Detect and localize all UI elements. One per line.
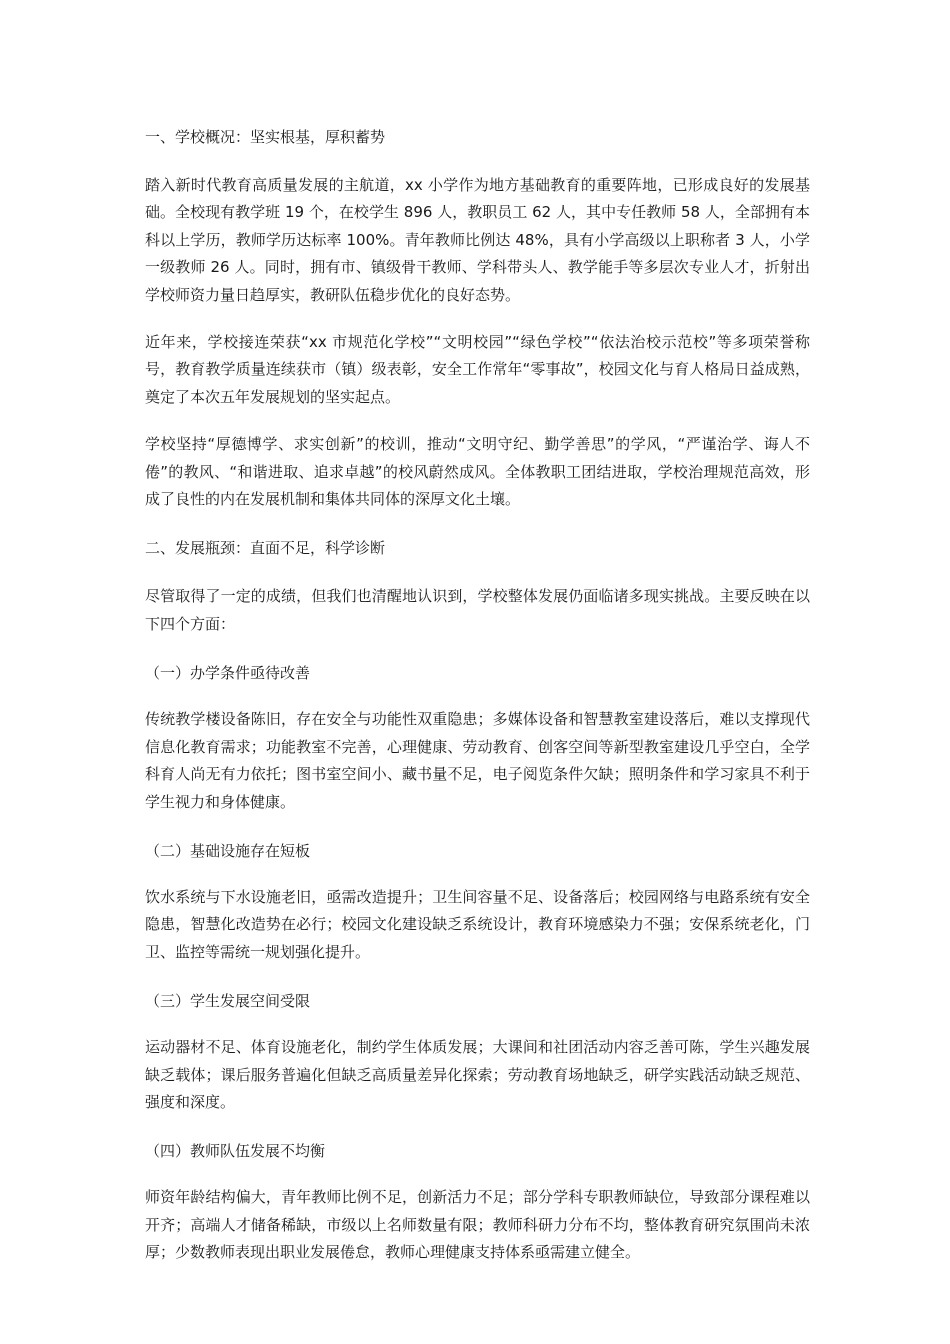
subsection-4-text: 师资年龄结构偏大，青年教师比例不足，创新活力不足；部分学科专职教师缺位，导致部分课程难以开齐；高端人才储备稀缺，市级以上名师数量有限；教师科研力分布不均，整体教育研究氛围尚未浓厚；少数教师表现出职业发展倦怠，教师心理健康支持体系亟需建立健全。: [145, 1188, 810, 1262]
section-2-heading: 二、发展瓶颈：直面不足，科学诊断: [145, 539, 386, 558]
subsection-3-text: 运动器材不足、体育设施老化，制约学生体质发展；大课间和社团活动内容乏善可陈，学生兴趣发展缺乏载体；课后服务普遍化但缺乏高质量差异化探索；劳动教育场地缺乏，研学实践活动缺乏规范、强度和深度。: [145, 1038, 810, 1111]
subsection-2-text: 饮水系统与下水设施老旧，亟需改造提升；卫生间容量不足、设备落后；校园网络与电路系统有安全隐患，智慧化改造势在必行；校园文化建设缺乏系统设计，教育环境感染力不强；安保系统老化，门卫、监控等需统一规划强化提升。: [145, 887, 810, 961]
section-1-paragraph-3: 学校坚持“厚德博学、求实创新”的校训，推动“文明守纪、勤学善思”的学风，“严谨治学、诲人不倦”的教风、“和谐进取、追求卓越”的校风蔚然成风。全体教职工团结进取，学校治理规范高效，形成了良性的内在发展机制和集体共同体的深厚文化土壤。: [145, 435, 810, 509]
section-1-heading: 一、学校概况：坚实根基，厚积蓄势: [145, 128, 386, 146]
subsection-3-heading: （三）学生发展空间受限: [145, 992, 311, 1011]
section-1-paragraph-1: 踏入新时代教育高质量发展的主航道，xx 小学作为地方基础教育的重要阵地，已形成良好的发展基础。全校现有教学班 19 个，在校学生 896 人，教职员工 62 人，其中专任教师 58 人，全部拥有本科以上学历，教师学历达标率 100%。青年教师比例达 48%，具有小学高级以上职称者 3 人，小学一级教师 26 人。同时，拥有市、镇级骨干教师、学科带头人、教学能手等多层次专业人才，折射出学校师资力量日趋厚实，教研队伍稳步优化的良好态势。: [145, 176, 810, 304]
document-page: [145, 122, 810, 1287]
subsection-4-heading: （四）教师队伍发展不均衡: [145, 1142, 326, 1161]
subsection-1-heading: （一）办学条件亟待改善: [145, 664, 311, 683]
section-1-paragraph-2: 近年来，学校接连荣获“xx 市规范化学校”“文明校园”“绿色学校”“依法治校示范校”等多项荣誉称号，教育教学质量连续获市（镇）级表彰，安全工作常年“零事故”，校园文化与育人格局日益成熟，奠定了本次五年发展规划的坚实起点。: [145, 333, 810, 406]
subsection-2-heading: （二）基础设施存在短板: [145, 841, 311, 860]
subsection-1-text: 传统教学楼设备陈旧，存在安全与功能性双重隐患；多媒体设备和智慧教室建设落后，难以支撑现代信息化教育需求；功能教室不完善，心理健康、劳动教育、创客空间等新型教室建设几乎空白，全学科育人尚无有力依托；图书室空间小、藏书量不足，电子阅览条件欠缺；照明条件和学习家具不利于学生视力和身体健康。: [145, 710, 810, 811]
section-2-intro: 尽管取得了一定的成绩，但我们也清醒地认识到，学校整体发展仍面临诸多现实挑战。主要反映在以下四个方面：: [145, 587, 810, 633]
